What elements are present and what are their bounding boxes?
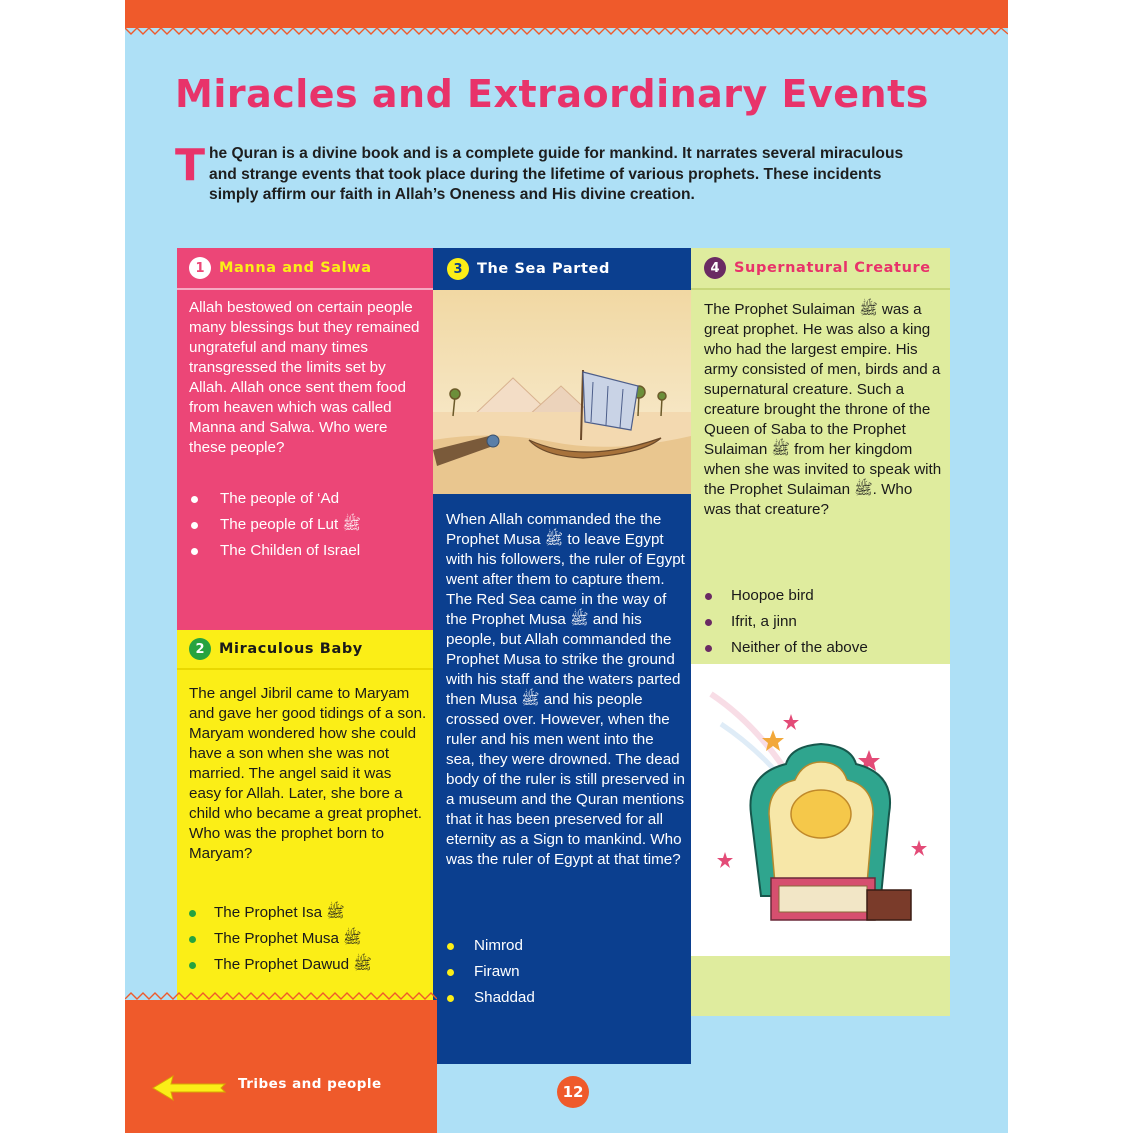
section-manna-salwa [177, 248, 433, 630]
section-miraculous-baby [177, 630, 433, 1030]
bullet-icon [447, 943, 454, 950]
arrow-left-icon[interactable] [151, 1074, 227, 1102]
bullet-icon [191, 522, 198, 529]
throne-image [691, 664, 950, 956]
throne-illustration [691, 664, 950, 956]
section-header [433, 248, 691, 290]
bullet-icon [191, 548, 198, 555]
answer-option[interactable]: The Prophet Musa ﷺ [189, 926, 372, 952]
section-number-badge: 3 [447, 258, 469, 280]
bullet-icon [705, 619, 712, 626]
intro-dropcap: T [175, 140, 206, 191]
sea-parted-illustration [433, 290, 691, 494]
answer-option[interactable]: Firawn [447, 959, 535, 985]
answer-option[interactable]: Shaddad [447, 985, 535, 1011]
page-title: Miracles and Extraordinary Events [175, 72, 929, 116]
section-header [177, 248, 433, 290]
section-text: Allah bestowed on certain people many blessings but they remained ungrateful and many times transgressed the limits set by Allah. Allah once sent them food from heaven which was called Manna and Salwa. Who were these people? [189, 299, 420, 456]
boat-pyramids-image [433, 290, 691, 494]
answer-option[interactable]: Nimrod [447, 933, 535, 959]
intro-paragraph [175, 140, 915, 206]
bullet-icon [447, 969, 454, 976]
answer-option[interactable]: The Prophet Dawud ﷺ [189, 952, 372, 978]
section-text: When Allah commanded the the Prophet Musa ﷺ to leave Egypt with his followers, the ruler of Egypt went after them to capture them. The Red Sea came in the way of the Prophet Musa ﷺ and his people, but Allah commanded the Prophet Musa to strike the ground with his staff and the waters parted then Musa ﷺ and his people crossed over. However, when the ruler and his men went into the sea, they were drowned. The dead body of the ruler is still preserved in a museum and the Quran mentions that it has been preserved for all eternity as a Sign to mankind. Who was the ruler of Egypt at that time? [446, 511, 685, 868]
answer-option[interactable]: Hoopoe bird [705, 583, 868, 609]
section-title: Manna and Salwa [219, 260, 372, 276]
page-number: 12 [557, 1076, 589, 1108]
bottom-nav-tab [125, 1000, 437, 1133]
section-supernatural-creature [691, 248, 950, 1016]
answer-option[interactable]: Neither of the above [705, 635, 868, 661]
answer-option[interactable]: The Prophet Isa ﷺ [189, 900, 372, 926]
answer-option[interactable]: The people of Lut ﷺ [191, 512, 361, 538]
section-text: The Prophet Sulaiman ﷺ was a great prophet. He was also a king who had the largest empire. His army consisted of men, birds and a supernatural creature. Such a creature brought the throne of the Queen of Saba to the Prophet Sulaiman ﷺ from her kingdom when she was invited to speak with the Prophet Sulaiman ﷺ. Who was that creature? [704, 301, 942, 518]
bullet-icon [705, 593, 712, 600]
bullet-icon [447, 995, 454, 1002]
book-page [125, 0, 1008, 1133]
section-header [691, 248, 950, 290]
answer-options [705, 583, 868, 661]
bottom-zigzag-divider [125, 990, 437, 1000]
section-title: The Sea Parted [477, 261, 610, 277]
intro-text: he Quran is a divine book and is a complete guide for mankind. It narrates several miraculous and strange events that took place during the lifetime of various prophets. These incidents simply affirm our faith in Allah’s Oneness and His divine creation. [209, 145, 904, 203]
top-zigzag-divider [125, 27, 1008, 37]
section-title: Miraculous Baby [219, 641, 363, 657]
bullet-icon [189, 936, 196, 943]
bullet-icon [189, 910, 196, 917]
bullet-icon [191, 496, 198, 503]
answer-options [189, 900, 372, 978]
answer-option[interactable]: Ifrit, a jinn [705, 609, 868, 635]
top-decorative-band [125, 0, 1008, 28]
section-number-badge: 2 [189, 638, 211, 660]
bullet-icon [705, 645, 712, 652]
section-header [177, 630, 433, 670]
answer-options [191, 486, 361, 564]
answer-option[interactable]: The Childen of Israel [191, 538, 361, 564]
section-number-badge: 1 [189, 257, 211, 279]
answer-option[interactable]: The people of ‘Ad [191, 486, 361, 512]
nav-link-tribes-and-people[interactable]: Tribes and people [238, 1076, 382, 1092]
bullet-icon [189, 962, 196, 969]
section-number-badge: 4 [704, 257, 726, 279]
section-title: Supernatural Creature [734, 260, 931, 276]
section-sea-parted [433, 248, 691, 1064]
answer-options [447, 933, 535, 1011]
section-text: The angel Jibril came to Maryam and gave her good tidings of a son. Maryam wondered how she could have a son when she was not married. The angel said it was easy for Allah. Later, she bore a child who became a great prophet. Who was the prophet born to Maryam? [189, 685, 427, 862]
